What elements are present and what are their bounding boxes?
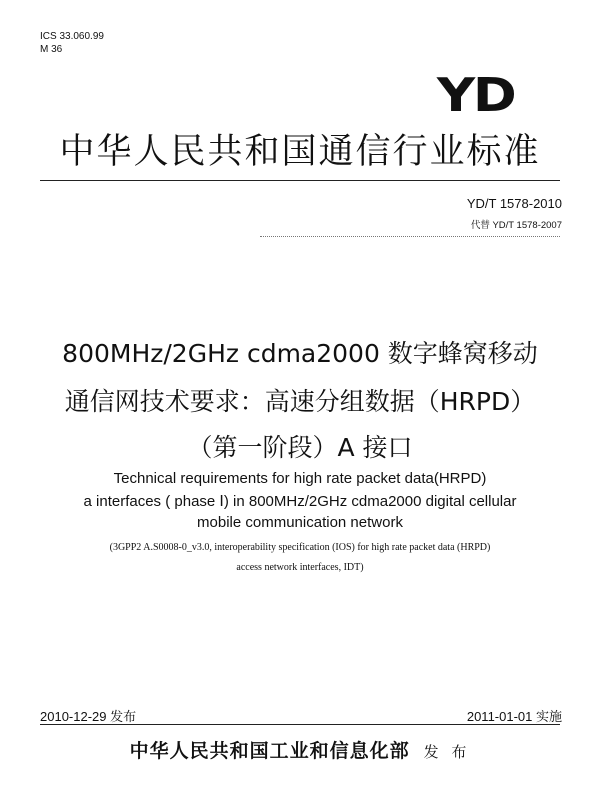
issuer-action: 发 布 bbox=[423, 743, 471, 761]
issuer-line bbox=[0, 736, 600, 763]
replaces-divider bbox=[260, 236, 560, 237]
top-divider bbox=[40, 180, 560, 181]
replaces-note: 代替 YD/T 1578-2007 bbox=[470, 220, 562, 231]
issuer-name: 中华人民共和国工业和信息化部 bbox=[129, 740, 410, 762]
implementation-date: 2011-01-01 实施 bbox=[466, 709, 562, 724]
document-number: YD/T 1578-2010 bbox=[466, 196, 562, 211]
title-zh-line-1: 800MHz/2GHz cdma2000 数字蜂窝移动 bbox=[62, 339, 538, 368]
title-en-line-3: mobile communication network bbox=[197, 514, 403, 531]
yd-logo: YD bbox=[436, 68, 514, 122]
title-en-line-2: a interfaces ( phase Ⅰ) in 800MHz/2GHz cdma2000 digital cellular bbox=[83, 493, 517, 510]
title-en-line-1: Technical requirements for high rate packet data(HRPD) bbox=[113, 470, 487, 487]
title-en-note-1: (3GPP2 A.S0008-0_v3.0, interoperability specification (IOS) for high rate packet data (HRPD) bbox=[109, 542, 491, 553]
standard-category-title: 中华人民共和国通信行业标准 bbox=[59, 132, 541, 172]
title-zh-line-3: （第一阶段）A 接口 bbox=[187, 433, 413, 462]
title-en-note-2: access network interfaces, IDT) bbox=[236, 562, 364, 573]
title-zh-line-2: 通信网技术要求：高速分组数据（HRPD） bbox=[64, 387, 536, 416]
ics-code: ICS 33.060.99 bbox=[40, 31, 104, 42]
bottom-divider bbox=[40, 724, 560, 725]
classification-codes bbox=[40, 30, 104, 56]
ccs-code: M 36 bbox=[40, 44, 63, 55]
issue-date: 2010-12-29 发布 bbox=[40, 709, 137, 724]
